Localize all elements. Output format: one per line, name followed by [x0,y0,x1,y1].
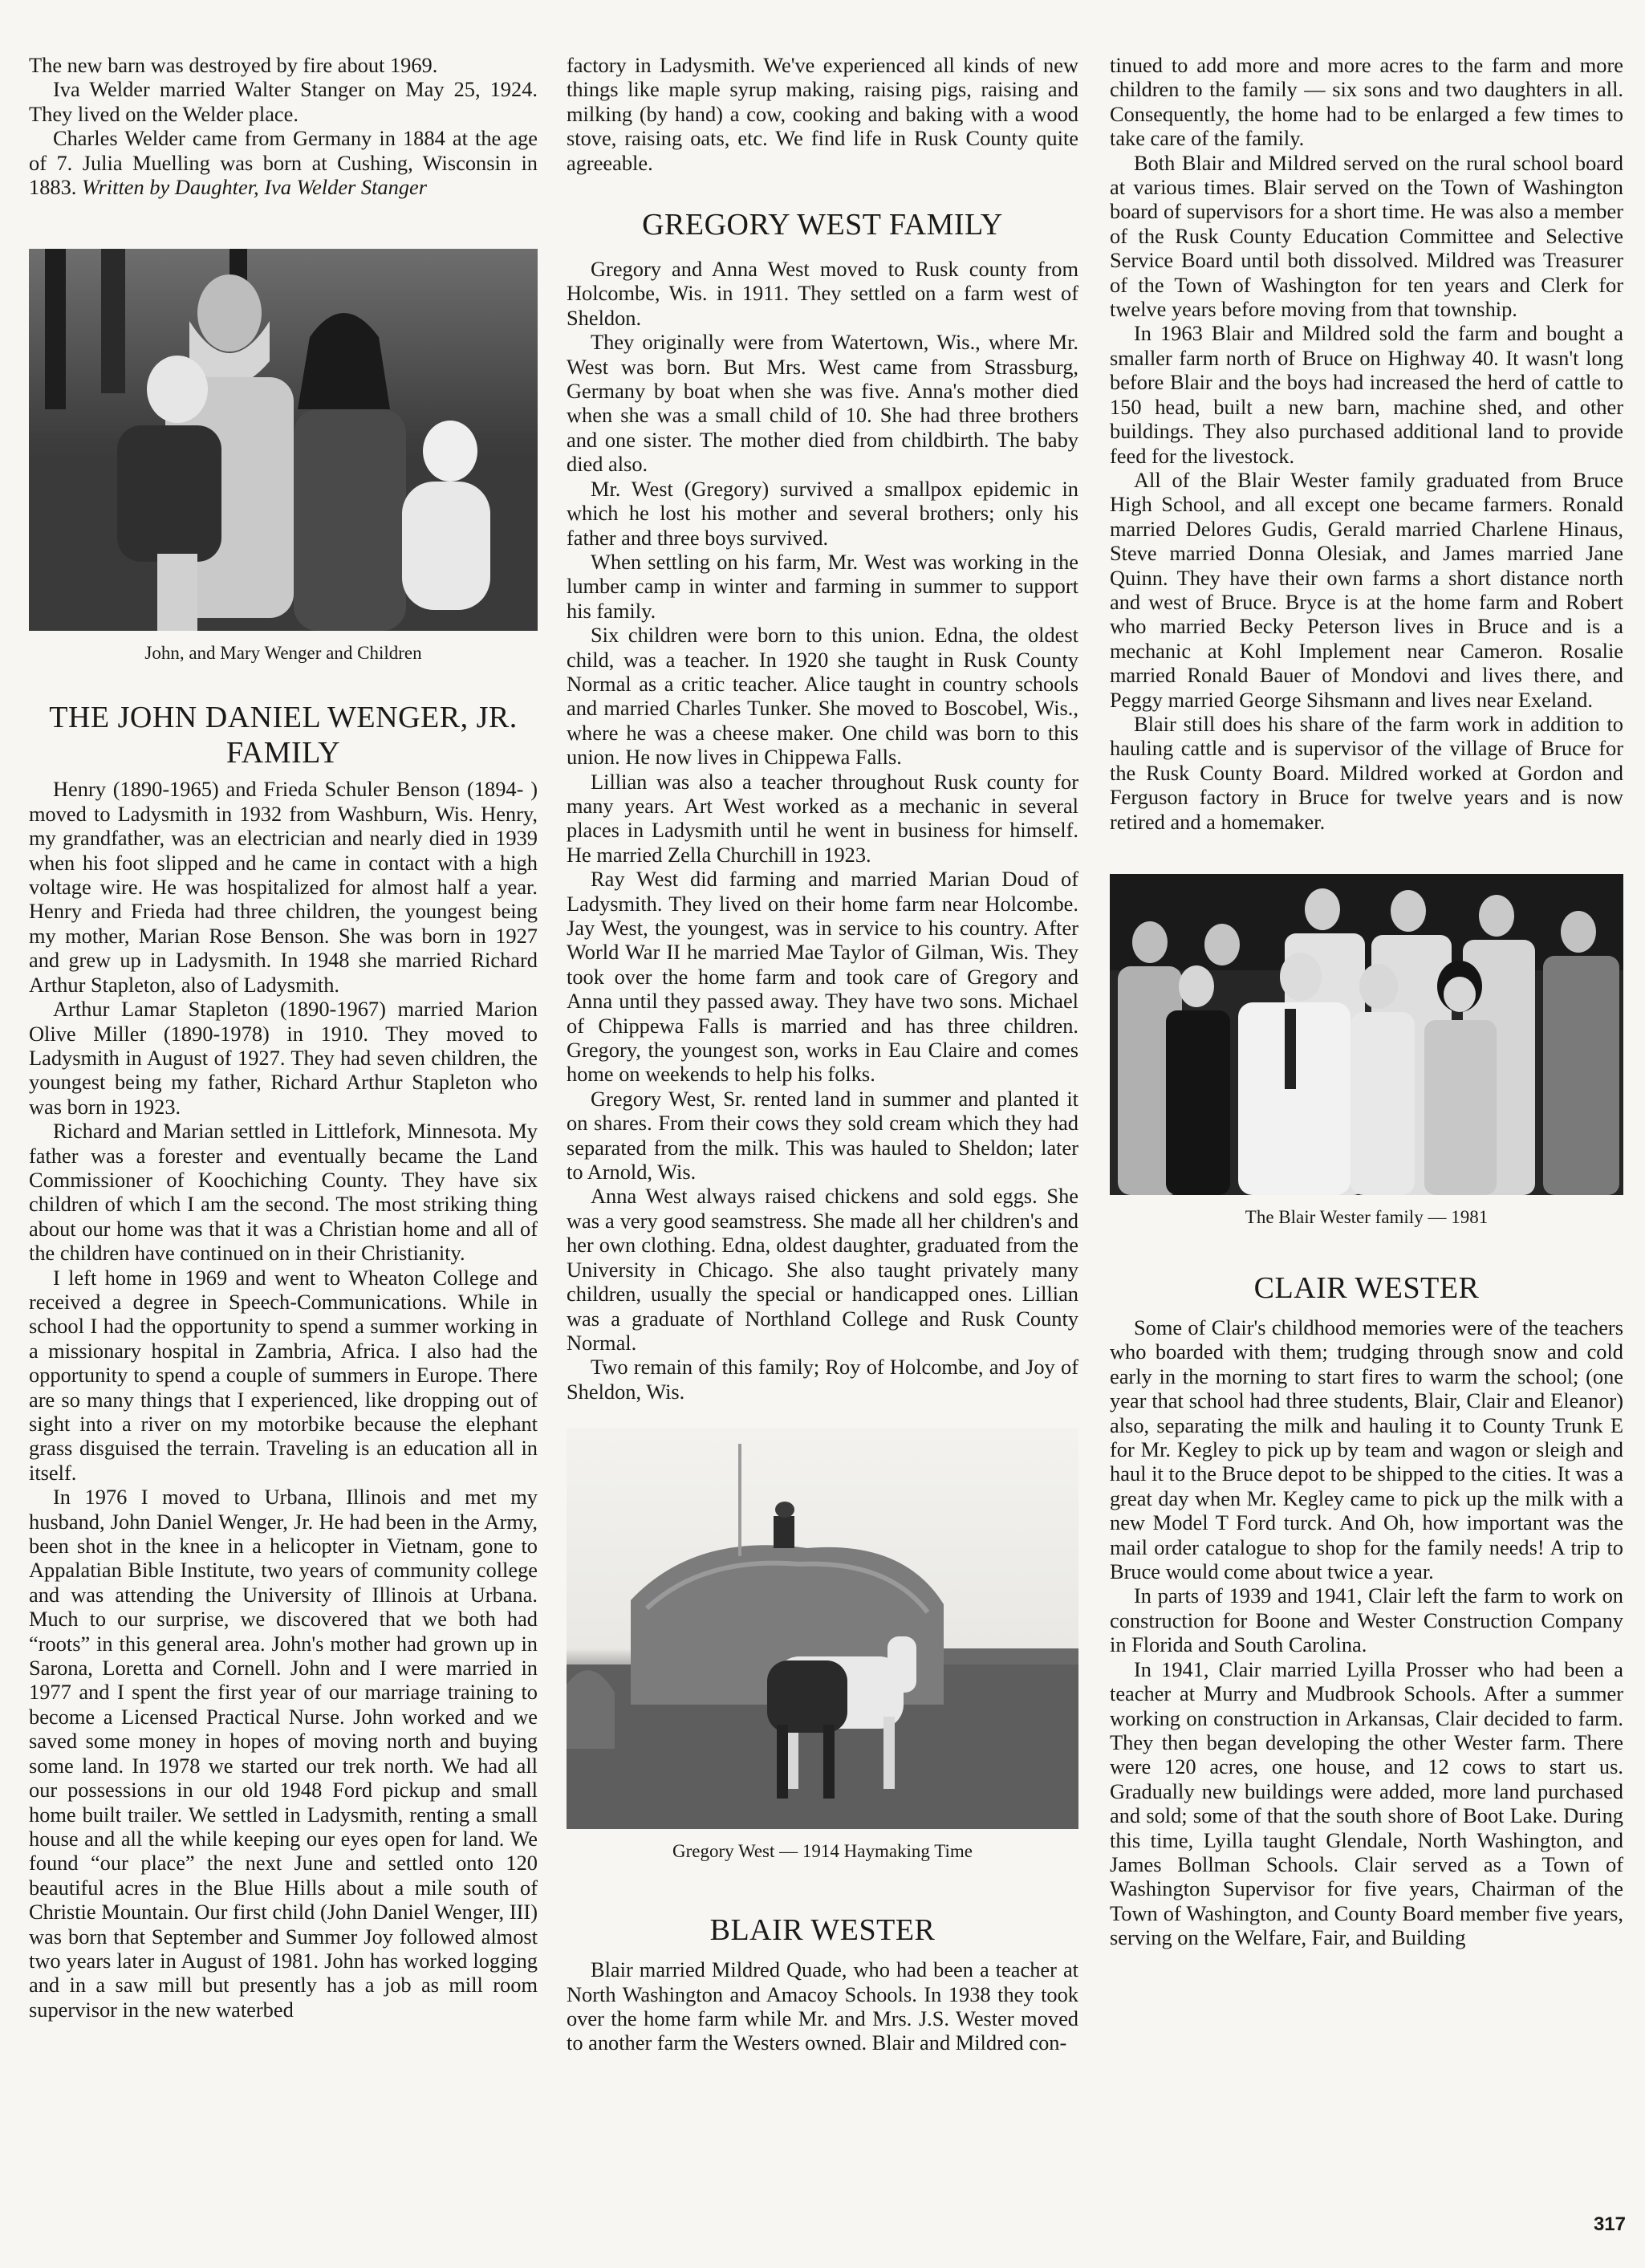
column-2 [567,53,1078,2055]
paragraph: Blair still does his share of the farm work in addition to hauling cattle and is supervisor of the village of Bruce for the Rusk County Board. Mildred worked at Gordon and Ferguson factory in Bruce for twelve years and is now retired and a homemaker. [1110,711,1623,834]
paragraph: Mr. West (Gregory) survived a smallpox epidemic in which he lost his mother and several brothers; only his father and three boys survived. [567,476,1078,550]
paragraph: All of the Blair Wester family graduated from Bruce High School, and all except one became farmers. Ronald married Delores Gudis, Gerald married Charlene Hinaus, Steve married Donna Olesiak, and James married Jane Quinn. They have their own farms a short distance north and west of Bruce. Bryce is at the home farm and Robert who married Becky Peterson lives in Bruce and is a mechanic at Kohl Implement near Cameron. Rosalie married Ronald Bauer of Mondovi and lives there, and Peggy married George Sihsmann and lives near Exeland. [1110,467,1623,712]
paragraph: The new barn was destroyed by fire about 1969. [29,53,438,77]
paragraph: tinued to add more and more acres to the farm and more children to the family — six sons and two daughters in all. Consequently, the home had to be enlarged a few times to take care of the family. [1110,53,1623,151]
paragraph: Ray West did farming and married Marian Doud of Ladysmith. They lived on their home farm near Holcombe. Jay West, the youngest, was in service to his country. After World War II he married Mae Taylor of Gilman, Wis. They took over the home farm and took care of Gregory and Anna until they passed away. They have two sons. Michael of Chippewa Falls is married and has three children. Gregory, the youngest son, works in Eau Claire and comes home on weekends to help his folks. [567,867,1078,1087]
haymaking-photo [567,1428,1078,1829]
paragraph: In 1963 Blair and Mildred sold the farm and bought a smaller farm north of Bruce on Highway 40. It wasn't long before Blair and the boys had increased the herd of cattle to 150 head, built a new barn, machine shed, and other buildings. They also purchased additional land to provide feed for the livestock. [1110,321,1623,468]
paragraph: When settling on his farm, Mr. West was working in the lumber camp in winter and farming in summer to support his family. [567,549,1078,623]
paragraph: Gregory West, Sr. rented land in summer and planted it on shares. From their cows they sold cream which they had separated from the milk. This was hauled to Sheldon; later to Arnold, Wis. [567,1086,1078,1185]
paragraph: Arthur Lamar Stapleton (1890-1967) married Marion Olive Miller (1890-1978) in 1910. They moved to Ladysmith in August of 1927. They had seven children, the youngest being my father, Richard Arthur Stapleton who was born in 1923. [29,997,538,1119]
haymaking-photo-image [567,1428,1078,1829]
paragraph [29,126,538,199]
paragraph: factory in Ladysmith. We've experienced all kinds of new things like maple syrup making, raising pigs, raising and milking (by hand) a cow, cooking and baking with a wood stove, raising oats, etc. We find life in Rusk County quite agreeable. [567,53,1078,175]
paragraph: I left home in 1969 and went to Wheaton College and received a degree in Speech-Communications. While in school I had the opportunity to spend a summer working in a missionary hospital in Zambria, Africa. I also had the opportunity to spend a couple of summers in Europe. There are so many things that I experienced, like dropping out of sight into a river on my motorbike because the elephant grass disguised the terrain. Traveling is an education all in itself. [29,1265,538,1485]
section-heading: GREGORY WEST FAMILY [642,208,1003,242]
paragraph: Lillian was also a teacher throughout Rusk county for many years. Art West worked as a mechanic in several places in Ladysmith until he went in business for himself. He married Zella Churchill in 1923. [567,769,1078,867]
section-heading: CLAIR WESTER [1253,1271,1480,1305]
photo-caption: John, and Mary Wenger and Children [144,643,422,664]
column-1 [29,53,538,2022]
byline: Written by Daughter, Iva Welder Stanger [82,175,428,200]
photo-caption: The Blair Wester family — 1981 [1245,1207,1489,1227]
paragraph: Anna West always raised chickens and sold eggs. She was a very good seamstress. She made all her children's and her own clothing. Edna, oldest daughter, graduated from the University in Chicago. She also taught privately many children, usually the special or handicapped ones. Lillian was a graduate of Northland College and Rusk County Normal. [567,1184,1078,1355]
blair-wester-family-photo-image [1110,874,1623,1195]
blair-wester-family-photo [1110,874,1623,1195]
paragraph: They originally were from Watertown, Wis., where Mr. West was born. But Mrs. West came from Strassburg, Germany by boat when she was five. Anna's mother died when she was a small child of 10. She had three brothers and one sister. The mother died from childbirth. The baby died also. [567,330,1078,477]
section-heading: THE JOHN DANIEL WENGER, JR. FAMILY [49,701,518,770]
section-heading: BLAIR WESTER [709,1913,936,1948]
paragraph: Iva Welder married Walter Stanger on May 25, 1924. They lived on the Welder place. [29,77,538,126]
paragraph: Blair married Mildred Quade, who had been a teacher at North Washington and Amacoy Schools. In 1938 they took over the home farm while Mr. and Mrs. J.S. Wester moved to another farm the Westers owned. Blair and Mildred con- [567,1957,1078,2055]
paragraph-text: Charles Welder came from Germany in 1884 at the age of 7. Julia Muelling was born at Cushing, Wisconsin in 1883. [29,126,538,200]
paragraph: In 1941, Clair married Lyilla Prosser who had been a teacher at Murry and Mudbrook Schools. After a summer working on construction in Arkansas, Clair decided to farm. They then began developing the other Wester farm. There were 120 acres, one house, and 12 cows to start us. Gradually new buildings were added, more land purchased and sold; some of that the south shore of Boot Lake. During this time, Lyilla taught Glendale, North Washington, and James Bollman Schools. Clair served as a Town of Washington Supervisor for five years, Chairman of the Town of Washington, and County Board member five years, serving on the Welfare, Fair, and Building [1110,1656,1623,1950]
paragraph: Some of Clair's childhood memories were of the teachers who boarded with them; trudging through snow and cold early in the morning to start fires to warm the school; (one year that school had three students, Blair, Clair and Eleanor) also, separating the milk and hauling it to County Trunk E for Mr. Kegley to pick up by team and wagon or sleigh and haul it to the Bruce depot to be shipped to the cities. It was a great day when Mr. Kegley came to pick up the milk with a new Model T Ford turck. And Oh, how important was the mail order catalogue to shop for the family needs! A trip to Bruce would come about twice a year. [1110,1315,1623,1584]
page-number: 317 [1593,2213,1626,2235]
wenger-family-photo-image [29,249,538,631]
paragraph: Richard and Marian settled in Littlefork, Minnesota. My father was a forester and eventually became the Land Commissioner of Koochiching County. They have six children of which I am the second. The most striking thing about our home was that it was a Christian home and all of the children have continued on in their Christianity. [29,1119,538,1266]
paragraph: Both Blair and Mildred served on the rural school board at various times. Blair served on the Town of Washington board of supervisors for a short time. He was also a member of the Rusk County Education Committee and Selective Service Board until both dissolved. Mildred was Treasurer of the Town of Washington for ten years and Clerk for twelve years before moving from that township. [1110,150,1623,322]
photo-caption: Gregory West — 1914 Haymaking Time [672,1841,973,1862]
paragraph: In 1976 I moved to Urbana, Illinois and met my husband, John Daniel Wenger, Jr. He had been in the Army, been shot in the knee in a helicopter in Vietnam, gone to Appalatian Bible Institute, two years of community college and was attending the University of Illinois at Urbana. Much to our surprise, we discovered that we both had “roots” in this general area. John's mother had grown up in Sarona, Loretta and Cornell. John and I were married in 1977 and I spent the first year of our marriage training to become a Licensed Practical Nurse. John worked and we saved some money in hopes of moving north and buying some land. In 1978 we started our trek north. We had all our possessions in our old 1948 Ford pickup and small home built trailer. We settled in Ladysmith, renting a small house and all the while keeping our eyes open for land. We found “our place” the next June and settled onto 120 beautiful acres in the Blue Hills about a mile south of Christie Mountain. Our first child (John Daniel Wenger, III) was born that September and Summer Joy followed almost two years later in August of 1981. John has worked logging and in a saw mill but presently has a job as mill room supervisor in the new waterbed [29,1485,538,2022]
column-3 [1110,53,1623,1950]
paragraph: Six children were born to this union. Edna, the oldest child, was a teacher. In 1920 she taught in Rusk County Normal as a critic teacher. Alice taught in country schools and married Charles Tunker. She moved to Boscobel, Wis., where he was a cheese maker. One child was born to this union. He now lives in Chippewa Falls. [567,623,1078,770]
wenger-family-photo [29,249,538,631]
paragraph: In parts of 1939 and 1941, Clair left the farm to work on construction for Boone and Wester Construction Company in Florida and South Carolina. [1110,1583,1623,1657]
paragraph: Henry (1890-1965) and Frieda Schuler Benson (1894- ) moved to Ladysmith in 1932 from Washburn, Wis. Henry, my grandfather, was an electrician and nearly died in 1939 when his foot slipped and he came in contact with a high voltage wire. He was hospitalized for almost half a year. Henry and Frieda had three children, the youngest being my mother, Marian Rose Benson. She was born in 1927 and grew up in Ladysmith. In 1948 she married Richard Arthur Stapleton, also of Ladysmith. [29,777,538,997]
paragraph: Gregory and Anna West moved to Rusk county from Holcombe, Wis. in 1911. They settled on a farm west of Sheldon. [567,257,1078,330]
paragraph: Two remain of this family; Roy of Holcombe, and Joy of Sheldon, Wis. [567,1355,1078,1404]
